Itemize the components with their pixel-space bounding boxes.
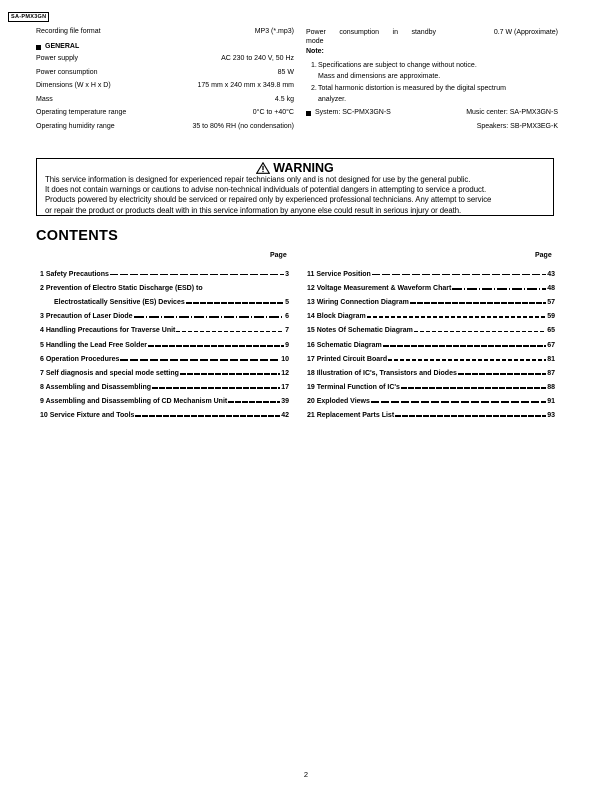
toc-leader-line bbox=[180, 373, 280, 375]
toc-entry-label: 2 Prevention of Electro Static Discharge (ESD) to bbox=[40, 284, 203, 292]
toc-leader-line bbox=[458, 373, 546, 375]
toc-entry-label: 14 Block Diagram bbox=[307, 313, 366, 321]
toc-entry[interactable] bbox=[40, 409, 289, 423]
spec-label: Operating humidity range bbox=[36, 122, 115, 130]
toc-leader-line bbox=[152, 387, 280, 389]
toc-entry-page: 42 bbox=[281, 412, 289, 420]
toc-leader-line bbox=[414, 331, 546, 333]
warning-heading bbox=[45, 161, 545, 175]
note-text: Specifications are subject to change without notice. bbox=[318, 62, 477, 69]
toc-entry-page: 17 bbox=[281, 384, 289, 392]
spec-value: AC 230 to 240 V, 50 Hz bbox=[221, 55, 294, 62]
warning-text bbox=[45, 175, 545, 216]
toc-entry[interactable] bbox=[307, 281, 555, 295]
model-tag: SA-PMX3GN bbox=[8, 12, 49, 22]
toc-entry[interactable] bbox=[40, 381, 289, 395]
toc-leader-line bbox=[134, 316, 285, 318]
warning-line: or repair the product or products dealt with in this service information by anyone else could result in serious injury or death. bbox=[45, 205, 462, 215]
warning-heading-label: WARNING bbox=[273, 161, 334, 175]
toc-entry-label: 21 Replacement Parts List bbox=[307, 412, 395, 420]
warning-triangle-icon bbox=[256, 162, 270, 174]
toc-entry[interactable] bbox=[307, 409, 555, 423]
toc-entry-page: 88 bbox=[547, 384, 555, 392]
speakers-label: Speakers: SB-PMX3EG-K bbox=[476, 123, 558, 131]
note-number: 2. bbox=[311, 84, 317, 92]
toc-right-column bbox=[307, 267, 555, 423]
spec-value: 35 to 80% RH (no condensation) bbox=[192, 122, 294, 130]
toc-leader-line bbox=[186, 302, 284, 304]
toc-entry-page: 5 bbox=[285, 298, 289, 306]
toc-entry-label: 4 Handling Precautions for Traverse Unit bbox=[40, 327, 176, 335]
toc-page-header-left: Page bbox=[270, 252, 287, 259]
toc-entry-label: 20 Exploded Views bbox=[307, 398, 370, 406]
toc-entry-page: 91 bbox=[547, 398, 555, 406]
toc-entry[interactable] bbox=[307, 381, 555, 395]
toc-entry-page: 12 bbox=[281, 369, 289, 377]
spec-value: 4.5 kg bbox=[274, 95, 294, 103]
toc-leader-line bbox=[452, 288, 546, 290]
toc-leader-line bbox=[176, 331, 284, 333]
toc-leader-line bbox=[148, 345, 284, 347]
toc-entry-label: 1 Safety Precautions bbox=[40, 270, 109, 278]
toc-entry[interactable] bbox=[307, 352, 555, 366]
toc-entry[interactable] bbox=[307, 295, 555, 309]
toc-entry-page: 59 bbox=[547, 313, 555, 321]
toc-entry-label: 6 Operation Procedures bbox=[40, 355, 120, 363]
toc-leader-line bbox=[367, 316, 546, 318]
toc-entry-label: 8 Assembling and Disassembling bbox=[40, 384, 151, 392]
warning-line: It does not contain warnings or cautions to advise non-technical individuals of potential dangers in attempting to service a product. bbox=[45, 185, 487, 195]
note-text: analyzer. bbox=[318, 95, 347, 103]
toc-entry-label: 5 Handling the Lead Free Solder bbox=[40, 341, 147, 349]
general-heading bbox=[36, 41, 294, 55]
standby-label-cont: mode bbox=[306, 38, 324, 45]
spec-row bbox=[36, 122, 294, 136]
toc-entry[interactable] bbox=[307, 338, 555, 352]
toc-entry-page: 3 bbox=[285, 270, 289, 278]
toc-leader-line bbox=[395, 415, 546, 417]
toc-entry-label: 3 Precaution of Laser Diode bbox=[40, 313, 133, 321]
note-title: Note: bbox=[306, 48, 324, 55]
spec-label: Power supply bbox=[36, 55, 79, 62]
spec-value: 0°C to +40°C bbox=[252, 109, 294, 116]
note-item bbox=[311, 60, 558, 83]
toc-leader-line bbox=[401, 387, 546, 389]
toc-entry[interactable] bbox=[307, 310, 555, 324]
toc-entry-label: 18 Illustration of IC's, Transistors and Diodes bbox=[307, 369, 457, 377]
toc-entry-label: 16 Schematic Diagram bbox=[307, 341, 382, 349]
toc-entry[interactable] bbox=[307, 267, 555, 281]
toc-entry-page: 48 bbox=[547, 284, 555, 292]
toc-entry-page: 9 bbox=[285, 341, 289, 349]
spec-row bbox=[36, 108, 294, 122]
spec-row bbox=[36, 81, 294, 95]
note-text: Total harmonic distortion is measured by the digital spectrum bbox=[318, 84, 506, 92]
toc-leader-line bbox=[110, 274, 284, 276]
standby-label: Power consumption in standby bbox=[306, 29, 436, 36]
spec-left-column bbox=[36, 27, 294, 135]
square-bullet-icon bbox=[306, 111, 311, 116]
spec-value: 175 mm x 240 mm x 349.8 mm bbox=[197, 82, 294, 89]
toc-entry[interactable] bbox=[40, 324, 289, 338]
toc-page-header-right: Page bbox=[535, 252, 552, 259]
toc-entry[interactable] bbox=[307, 395, 555, 409]
spec-label: Operating temperature range bbox=[36, 109, 127, 116]
warning-box bbox=[36, 158, 554, 216]
toc-entry-label: 13 Wiring Connection Diagram bbox=[307, 298, 409, 306]
toc-leader-line bbox=[135, 415, 280, 417]
spec-label: Power consumption bbox=[36, 68, 98, 76]
toc-entry-page: 87 bbox=[547, 369, 555, 377]
toc-entry-label: 17 Printed Circuit Board bbox=[307, 355, 388, 363]
toc-entry[interactable] bbox=[40, 352, 289, 366]
toc-entry[interactable] bbox=[40, 395, 289, 409]
toc-entry[interactable] bbox=[307, 366, 555, 380]
toc-entry[interactable] bbox=[40, 267, 289, 281]
toc-entry-page: 65 bbox=[547, 327, 555, 335]
note-list bbox=[311, 60, 558, 105]
spec-row bbox=[36, 95, 294, 109]
toc-entry-label: 15 Notes Of Schematic Diagram bbox=[307, 327, 413, 335]
music-center-label: Music center: SA-PMX3GN-S bbox=[466, 109, 558, 117]
toc-leader-line bbox=[120, 359, 280, 361]
toc-leader-line bbox=[388, 359, 546, 361]
toc-entry-page: 81 bbox=[547, 355, 555, 363]
toc-entry-label: 10 Service Fixture and Tools bbox=[40, 412, 135, 420]
toc-entry-page: 67 bbox=[547, 341, 555, 349]
standby-value: 0.7 W (Approximate) bbox=[493, 29, 558, 36]
toc-entry-label: 19 Terminal Function of IC's bbox=[307, 384, 400, 392]
square-bullet-icon bbox=[36, 45, 41, 50]
warning-line: This service information is designed for experienced repair technicians only and is not designed for use by the general public. bbox=[45, 175, 471, 184]
toc-leader-line bbox=[383, 345, 547, 347]
toc-entry[interactable] bbox=[307, 324, 555, 338]
spec-label: Mass bbox=[36, 95, 53, 103]
toc-entry[interactable] bbox=[40, 295, 289, 309]
spec-value: 85 W bbox=[277, 68, 294, 76]
toc-entry-label: 7 Self diagnosis and special mode setting bbox=[40, 369, 179, 377]
toc-entry[interactable] bbox=[40, 310, 289, 324]
toc-leader-line bbox=[372, 274, 546, 276]
toc-entry-label: 12 Voltage Measurement & Waveform Chart bbox=[307, 284, 452, 292]
spec-row-recording bbox=[36, 27, 294, 41]
toc-entry-label: 11 Service Position bbox=[307, 270, 371, 278]
spec-row bbox=[36, 68, 294, 82]
toc-entry-page: 93 bbox=[547, 412, 555, 420]
spec-label: Dimensions (W x H x D) bbox=[36, 82, 111, 89]
toc-leader-line bbox=[410, 302, 546, 304]
spec-value: MP3 (*.mp3) bbox=[254, 28, 294, 35]
toc-entry-page: 10 bbox=[281, 355, 289, 363]
toc-left-column bbox=[40, 267, 289, 423]
warning-line: Products powered by electricity should be serviced or repaired only by experienced professional technicians. Any attempt to service bbox=[45, 195, 492, 205]
spec-right-column bbox=[306, 27, 558, 135]
toc-leader-line bbox=[371, 401, 546, 403]
note-number: 1. bbox=[311, 62, 317, 69]
toc-entry-page: 43 bbox=[547, 270, 555, 278]
toc-entry-label: Electrostatically Sensitive (ES) Devices bbox=[54, 298, 185, 306]
system-label: System: SC-PMX3GN-S bbox=[315, 109, 391, 117]
contents-title: CONTENTS bbox=[36, 228, 119, 244]
toc-entry[interactable] bbox=[40, 281, 289, 295]
page-number: 2 bbox=[303, 770, 309, 779]
toc-entry-page: 7 bbox=[285, 327, 289, 335]
toc-entry-label: 9 Assembling and Disassembling of CD Mechanism Unit bbox=[40, 398, 228, 406]
system-row bbox=[306, 107, 558, 119]
toc-entry[interactable] bbox=[40, 338, 289, 352]
general-heading-label: GENERAL bbox=[45, 43, 80, 51]
spec-label: Recording file format bbox=[36, 28, 101, 35]
toc-entry-page: 6 bbox=[285, 313, 289, 321]
note-item bbox=[311, 83, 558, 106]
toc-leader-line bbox=[228, 401, 280, 403]
standby-row bbox=[306, 27, 558, 38]
note-text: Mass and dimensions are approximate. bbox=[318, 73, 441, 81]
spec-row bbox=[36, 54, 294, 68]
toc-entry-page: 57 bbox=[547, 298, 555, 306]
toc-entry-page: 39 bbox=[281, 398, 289, 406]
toc-entry[interactable] bbox=[40, 366, 289, 380]
